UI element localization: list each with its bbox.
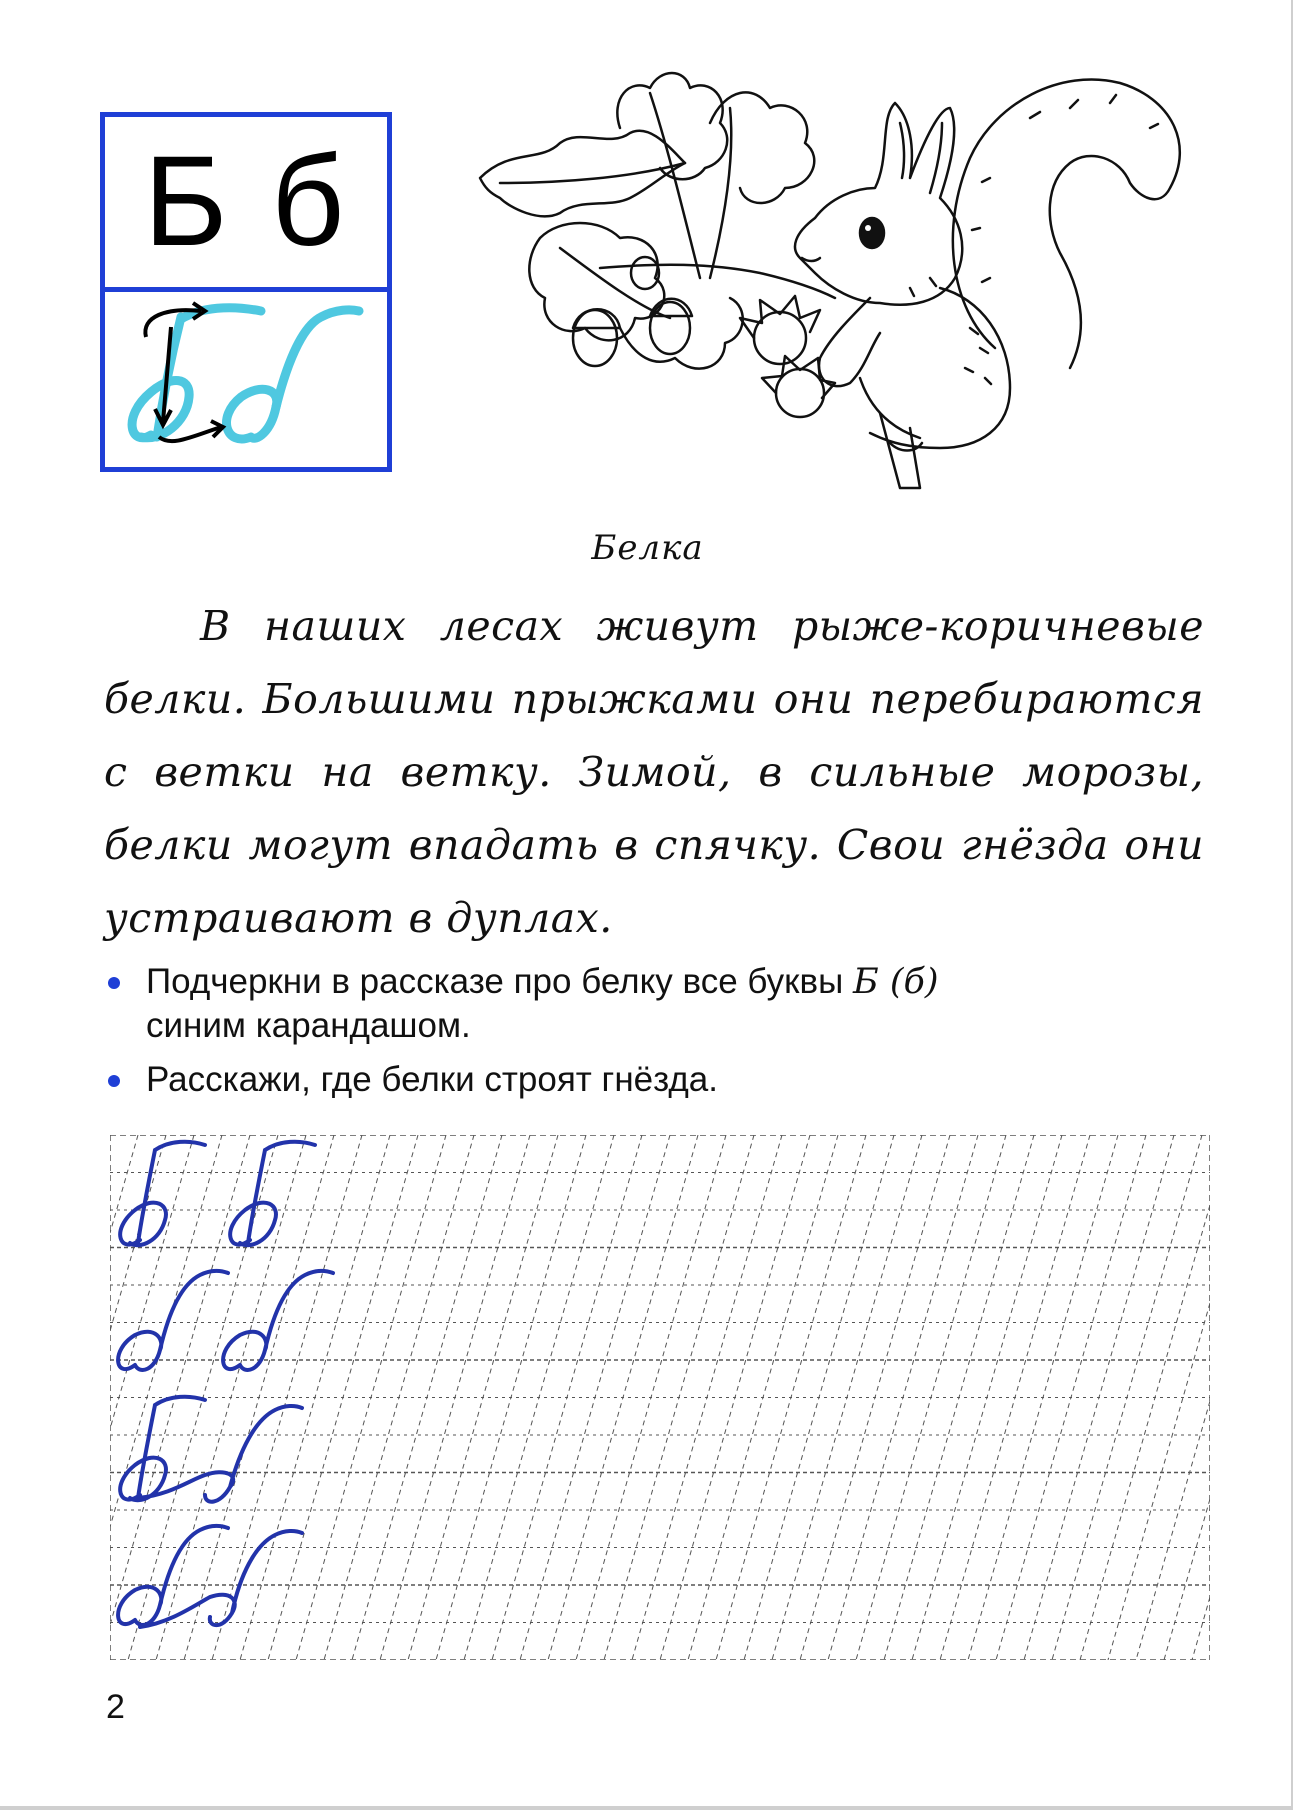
grid-line	[856, 1135, 1006, 1660]
task-item	[104, 960, 1204, 1048]
page-number: 2	[106, 1688, 125, 1726]
handwriting-practice-grid	[110, 1135, 1210, 1660]
grid-line	[436, 1135, 586, 1660]
grid-line	[240, 1135, 390, 1660]
grid-line	[660, 1135, 810, 1660]
grid-line	[576, 1135, 726, 1660]
grid-line	[464, 1135, 614, 1660]
grid-line	[1080, 1205, 1210, 1660]
acorns	[573, 257, 692, 366]
grid-line	[408, 1135, 558, 1660]
script-letters-trace	[111, 297, 381, 457]
grid-line	[380, 1135, 530, 1660]
letter-card-divider	[105, 287, 387, 292]
grid-line	[352, 1135, 502, 1660]
story-title: Белка	[591, 528, 704, 568]
grid-line	[940, 1135, 1090, 1660]
grid-line	[520, 1135, 670, 1660]
grid-line	[632, 1135, 782, 1660]
grid-line	[110, 1135, 194, 1429]
task-script-letters: Б (б)	[852, 962, 939, 1002]
grid-line	[1108, 1303, 1210, 1660]
story-text: В наших лесах живут рыже-коричневые белки. Большими прыжками они перебираются с ветки на ветку. Зимой, в сильные морозы, белки могут впадать в спячку. Свои гнёзда они устраивают в дуплах.	[104, 602, 1204, 942]
grid-line	[716, 1135, 866, 1660]
grid-line	[996, 1135, 1146, 1660]
grid-line	[1136, 1401, 1210, 1660]
grid-line	[548, 1135, 698, 1660]
oak-branch	[600, 265, 835, 298]
grid-line	[968, 1135, 1118, 1660]
squirrel-illustration	[470, 48, 1210, 518]
grid-line	[268, 1135, 418, 1660]
bullet-icon	[108, 977, 120, 989]
grid-line	[688, 1135, 838, 1660]
script-lower-trace	[227, 389, 277, 439]
squirrel	[795, 80, 1180, 488]
print-letters: Б б	[143, 130, 349, 273]
grid-line	[912, 1135, 1062, 1660]
task-list	[104, 960, 1204, 1112]
task-text: Расскажи, где белки строят гнёзда.	[146, 1060, 718, 1099]
practice-row-3-sample	[120, 1397, 302, 1502]
oak-leaves	[480, 73, 814, 369]
grid-line	[324, 1135, 474, 1660]
grid-line	[772, 1135, 922, 1660]
grid-line	[1192, 1597, 1210, 1660]
grid-line	[110, 1135, 138, 1233]
letter-card	[100, 112, 392, 472]
practice-row-1-sample	[120, 1142, 315, 1246]
grid-line	[828, 1135, 978, 1660]
grid-line	[492, 1135, 642, 1660]
grid-line	[1052, 1135, 1202, 1660]
practice-row-2-sample	[118, 1271, 333, 1370]
bullet-icon	[108, 1075, 120, 1087]
grid-line	[884, 1135, 1034, 1660]
grid-line	[1024, 1135, 1174, 1660]
grid-line	[1164, 1499, 1210, 1660]
task-item	[104, 1058, 1204, 1102]
practice-row-4-sample	[118, 1526, 302, 1627]
practice-samples	[118, 1142, 333, 1627]
grid-line	[212, 1135, 362, 1660]
grid-line	[604, 1135, 754, 1660]
task-text: Подчеркни в рассказе про белку все буквы	[146, 962, 844, 1001]
grid-line	[184, 1135, 334, 1660]
grid-line	[800, 1135, 950, 1660]
grid-line	[744, 1135, 894, 1660]
task-text-continued: синим карандашом.	[146, 1006, 471, 1045]
grid-line	[296, 1135, 446, 1660]
